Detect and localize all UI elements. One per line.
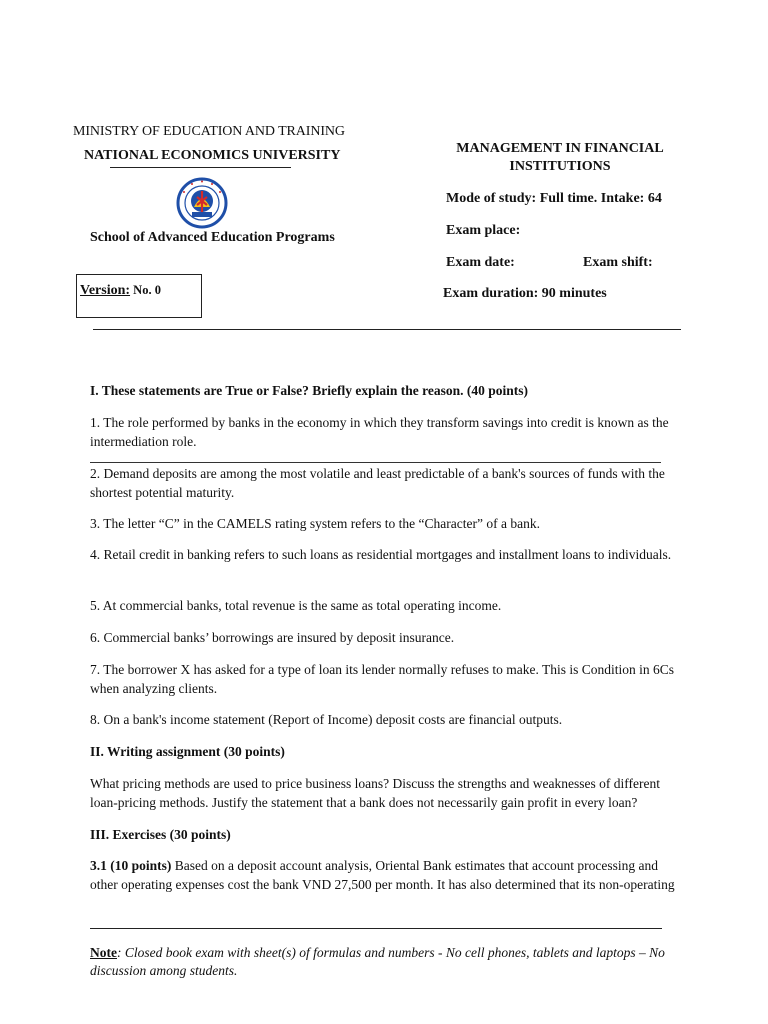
header-divider [93, 329, 681, 330]
question-7: 7. The borrower X has asked for a type of loan its lender normally refuses to make. This is Condition in 6Cs when analyzing clients. [90, 662, 675, 696]
question-4: 4. Retail credit in banking refers to such loans as residential mortgages and installment loans to individuals. [90, 547, 672, 562]
university-name: NATIONAL ECONOMICS UNIVERSITY [84, 148, 341, 163]
university-underline [110, 167, 291, 168]
course-title-line2: INSTITUTIONS [509, 159, 611, 174]
exam-shift: Exam shift: [583, 255, 653, 270]
version-value: No. 0 [130, 283, 161, 297]
mode-of-study: Mode of study: Full time. Intake: 64 [446, 191, 662, 206]
exercise-3-1 [90, 856, 682, 894]
ministry-name: MINISTRY OF EDUCATION AND TRAINING [73, 124, 345, 139]
question-5: 5. At commercial banks, total revenue is the same as total operating income. [90, 598, 502, 613]
exercise-3-1-text: Based on a deposit account analysis, Oriental Bank estimates that account processing and other operating expenses cost the bank VND 27,500 per month. It has also determined that its non-operating [90, 858, 675, 892]
exercise-3-1-label: 3.1 (10 points) [90, 858, 172, 873]
version-text [80, 283, 161, 299]
exam-duration: Exam duration: 90 minutes [443, 286, 607, 301]
question-2: 2. Demand deposits are among the most volatile and least predictable of a bank's sources of funds with the shortest potential maturity. [90, 466, 665, 500]
question-6: 6. Commercial banks’ borrowings are insured by deposit insurance. [90, 630, 455, 645]
section2-heading: II. Writing assignment (30 points) [90, 744, 285, 759]
exam-date: Exam date: [446, 255, 515, 270]
question-3: 3. The letter “C” in the CAMELS rating system refers to the “Character” of a bank. [90, 516, 540, 531]
school-name: School of Advanced Education Programs [90, 230, 335, 245]
question-separator [90, 462, 661, 463]
writing-assignment-text: What pricing methods are used to price business loans? Discuss the strengths and weaknesses of different loan-pricing methods. Justify the statement that a bank does not necessarily gain profit in every loan? [90, 776, 660, 810]
version-label: Version: [80, 283, 131, 298]
note-text: : Closed book exam with sheet(s) of formulas and numbers - No cell phones, tablets and laptops – No discussion among students. [90, 945, 665, 978]
footer-divider [90, 928, 662, 929]
question-1: 1. The role performed by banks in the economy in which they transform savings into credit is known as the intermediation role. [90, 415, 669, 449]
university-logo-icon [176, 177, 228, 229]
course-title [440, 140, 680, 176]
question-8: 8. On a bank's income statement (Report of Income) deposit costs are financial outputs. [90, 712, 563, 727]
exam-place: Exam place: [446, 223, 521, 238]
note-label: Note [90, 945, 117, 960]
course-title-line1: MANAGEMENT IN FINANCIAL [456, 141, 664, 156]
section3-heading: III. Exercises (30 points) [90, 827, 231, 842]
section1-heading: I. These statements are True or False? Briefly explain the reason. (40 points) [90, 383, 528, 398]
exam-note [90, 944, 690, 980]
